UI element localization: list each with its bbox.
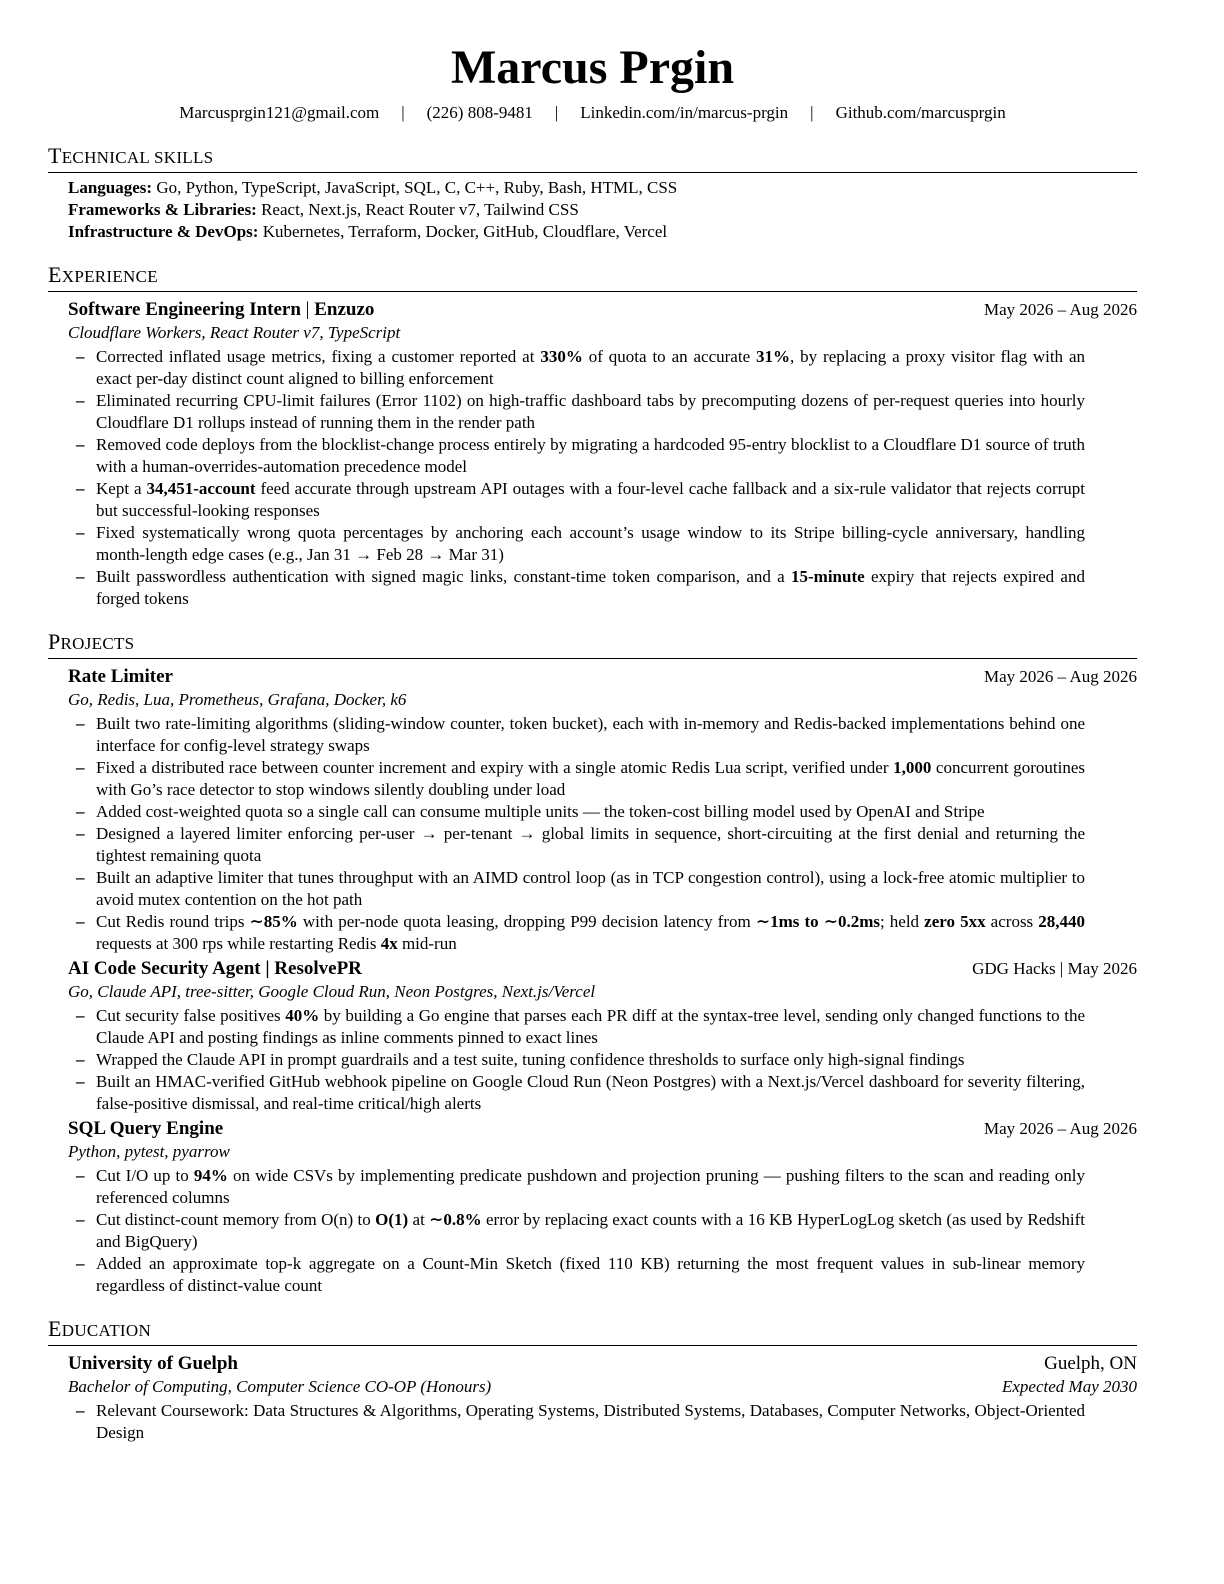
job-tech: Cloudflare Workers, React Router v7, TypeScript xyxy=(68,323,401,342)
bullet-item: – Cut security false positives 40% by building a Go engine that parses each PR diff at the syntax-tree level, sending only changed functions to the Claude API and posting findings as inline comments pinned to exact lines xyxy=(96,1005,1085,1049)
bullet-item: – Built an HMAC-verified GitHub webhook pipeline on Google Cloud Run (Neon Postgres) with a Next.js/Vercel dashboard for severity filtering, false-positive dismissal, and real-time critical/high alerts xyxy=(96,1071,1085,1115)
github-link[interactable]: Github.com/marcusprgin xyxy=(835,103,1006,122)
contact-separator: | xyxy=(810,103,814,122)
bullet-item: – Corrected inflated usage metrics, fixing a customer reported at 330% of quota to an accurate 31%, by replacing a proxy visitor flag with an exact per-day distinct count aligned to billing enforcement xyxy=(96,346,1085,390)
contact-separator: | xyxy=(554,103,559,122)
phone-number: (226) 808-9481 xyxy=(426,103,533,122)
bullet-item: – Designed a layered limiter enforcing per-user → per-tenant → global limits in sequence, short-circuiting at the first denial and returning the tightest remaining quota xyxy=(96,823,1085,867)
school-location: Guelph, ON xyxy=(1044,1353,1137,1374)
section-title-skills: TECHNICAL SKILLS xyxy=(48,144,1137,173)
project-tech: Python, pytest, pyarrow xyxy=(68,1142,230,1161)
candidate-name: Marcus Prgin xyxy=(450,41,735,94)
school-name: University of Guelph xyxy=(68,1353,238,1374)
bullet-item: – Built passwordless authentication with signed magic links, constant-time token comparison, and a 15-minute expiry that rejects expired and forged tokens xyxy=(96,566,1085,610)
bullet-item: – Built two rate-limiting algorithms (sliding-window counter, token bucket), each with in-memory and Redis-backed implementations behind one interface for config-level strategy swaps xyxy=(96,713,1085,757)
bullet-item: – Removed code deploys from the blocklist-change process entirely by migrating a hardcoded 95-entry blocklist to a Cloudflare D1 source of truth with a human-overrides-automation precedence model xyxy=(96,434,1085,478)
degree: Bachelor of Computing, Computer Science CO-OP (Honours) xyxy=(68,1377,492,1396)
bullet-item: – Cut Redis round trips ∼85% with per-node quota leasing, dropping P99 decision latency from ∼1ms to ∼0.2ms; held zero 5xx across 28,440 requests at 300 rps while restarting Redis 4x mid-run xyxy=(96,911,1085,955)
resume-page xyxy=(48,40,1137,1444)
skills-list xyxy=(48,177,1137,243)
bullet-list xyxy=(68,1005,1137,1115)
bullet-item: – Cut distinct-count memory from O(n) to O(1) at ∼0.8% error by replacing exact counts with a 16 KB HyperLogLog sketch (as used by Redshift and BigQuery) xyxy=(96,1209,1085,1253)
bullet-list xyxy=(68,346,1137,610)
section-title-education: EDUCATION xyxy=(48,1317,1137,1346)
section-title-experience: EXPERIENCE xyxy=(48,263,1137,292)
bullet-item: – Relevant Coursework: Data Structures & Algorithms, Operating Systems, Distributed Systems, Databases, Computer Networks, Object-Oriented Design xyxy=(96,1400,1085,1444)
project-entry xyxy=(48,957,1137,1115)
bullet-item: – Eliminated recurring CPU-limit failures (Error 1102) on high-traffic dashboard tabs by precomputing dozens of per-request queries into hourly Cloudflare D1 rollups instead of running them in the render path xyxy=(96,390,1085,434)
bullet-list xyxy=(68,1400,1137,1444)
skills-row: Infrastructure & DevOps: Kubernetes, Terraform, Docker, GitHub, Cloudflare, Vercel xyxy=(68,222,668,241)
bullet-item: – Cut I/O up to 94% on wide CSVs by implementing predicate pushdown and projection pruning — pushing filters to the scan and reading only referenced columns xyxy=(96,1165,1085,1209)
skills-row: Frameworks & Libraries: React, Next.js, React Router v7, Tailwind CSS xyxy=(68,200,579,219)
project-date: May 2026 – Aug 2026 xyxy=(984,667,1137,686)
experience-entry xyxy=(48,298,1137,610)
bullet-item: – Added cost-weighted quota so a single call can consume multiple units — the token-cost billing model used by OpenAI and Stripe xyxy=(96,801,1085,823)
contact-separator: | xyxy=(401,103,405,122)
expected-date: Expected May 2030 xyxy=(1002,1377,1137,1396)
linkedin-link[interactable]: Linkedin.com/in/marcus-prgin xyxy=(580,103,789,122)
bullet-item: – Built an adaptive limiter that tunes throughput with an AIMD control loop (as in TCP congestion control), using a lock-free atomic multiplier to avoid mutex contention on the hot path xyxy=(96,867,1085,911)
education-entry xyxy=(48,1352,1137,1444)
project-entry xyxy=(48,1117,1137,1297)
bullet-list xyxy=(68,1165,1137,1297)
section-title-projects: PROJECTS xyxy=(48,630,1137,659)
skills-row: Languages: Go, Python, TypeScript, JavaScript, SQL, C, C++, Ruby, Bash, HTML, CSS xyxy=(68,178,678,197)
bullet-item: – Wrapped the Claude API in prompt guardrails and a test suite, tuning confidence thresholds to surface only high-signal findings xyxy=(96,1049,1085,1071)
job-title: Software Engineering Intern | Enzuzo xyxy=(68,299,375,320)
bullet-item: – Fixed a distributed race between counter increment and expiry with a single atomic Redis Lua script, verified under 1,000 concurrent goroutines with Go’s race detector to stop windows silently doubling under load xyxy=(96,757,1085,801)
project-tech: Go, Redis, Lua, Prometheus, Grafana, Docker, k6 xyxy=(68,690,407,709)
bullet-item: – Fixed systematically wrong quota percentages by anchoring each account’s usage window to its Stripe billing-cycle anniversary, handling month-length edge cases (e.g., Jan 31 → Feb 28 → Mar 31) xyxy=(96,522,1085,566)
contact-line xyxy=(48,102,1137,124)
job-date: May 2026 – Aug 2026 xyxy=(984,300,1137,319)
project-name: Rate Limiter xyxy=(68,666,173,687)
bullet-item: – Kept a 34,451-account feed accurate through upstream API outages with a four-level cache fallback and a six-rule validator that rejects corrupt but successful-looking responses xyxy=(96,478,1085,522)
project-name: AI Code Security Agent | ResolvePR xyxy=(68,958,362,979)
project-name: SQL Query Engine xyxy=(68,1118,224,1139)
project-date: GDG Hacks | May 2026 xyxy=(972,959,1137,978)
project-date: May 2026 – Aug 2026 xyxy=(984,1119,1137,1138)
bullet-item: – Added an approximate top-k aggregate on a Count-Min Sketch (fixed 110 KB) returning the most frequent values in sub-linear memory regardless of distinct-value count xyxy=(96,1253,1085,1297)
project-tech: Go, Claude API, tree-sitter, Google Cloud Run, Neon Postgres, Next.js/Vercel xyxy=(68,982,596,1001)
bullet-list xyxy=(68,713,1137,955)
email-link[interactable]: Marcusprgin121@gmail.com xyxy=(179,103,380,122)
project-entry xyxy=(48,665,1137,955)
